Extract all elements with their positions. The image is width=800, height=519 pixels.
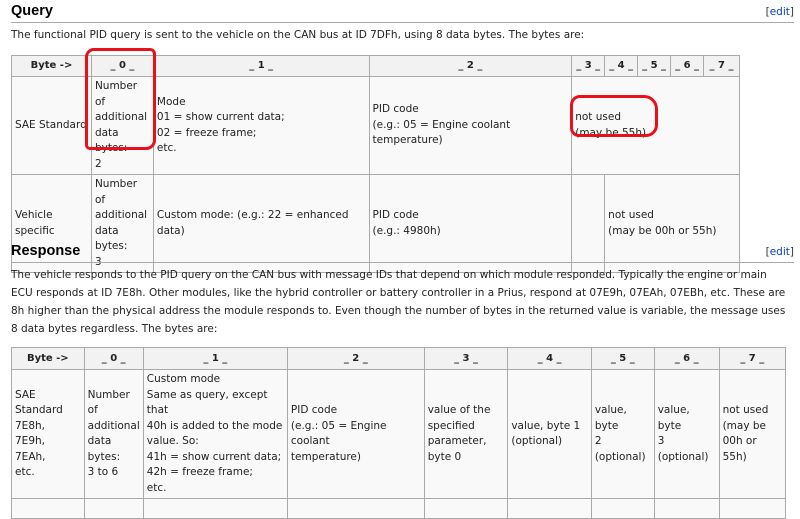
query-header-b7: _ 7 _ <box>704 56 740 77</box>
response-sae-b1: Custom mode Same as query, except that 40h is added to the mode value. So: 41h = show current data; 42h = freeze frame; etc. <box>143 370 287 499</box>
response-row-sae <box>12 370 786 499</box>
query-vendor-b1: Custom mode: (e.g.: 22 = enhanced data) <box>153 175 369 273</box>
response-sae-b6: value, byte 3 (optional) <box>654 370 719 499</box>
query-row-vendor <box>12 175 740 273</box>
response-sae-b5: value, byte 2 (optional) <box>591 370 654 499</box>
response-edit-link[interactable]: edit <box>769 246 790 258</box>
response-header-b4: _ 4 _ <box>508 348 591 370</box>
response-header-b1: _ 1 _ <box>143 348 287 370</box>
response-sae-b7: not used (may be 00h or 55h) <box>719 370 785 499</box>
response-sae-b2: PID code (e.g.: 05 = Engine coolant temperature) <box>287 370 424 499</box>
response-header-b0: _ 0 _ <box>84 348 143 370</box>
response-edit-link-wrap: [edit] <box>765 246 794 258</box>
query-vendor-label: Vehicle specific <box>12 175 92 273</box>
query-sae-b2: PID code (e.g.: 05 = Engine coolant temperature) <box>369 77 572 175</box>
query-header-b6: _ 6 _ <box>671 56 704 77</box>
response-header-row <box>12 348 786 370</box>
query-heading-rule <box>11 22 794 23</box>
response-sae-label: SAE Standard 7E8h, 7E9h, 7EAh, etc. <box>12 370 85 499</box>
query-vendor-b0: Number of additional data bytes: <box>91 175 153 273</box>
query-sae-b3-7: not used (may be 55h) <box>572 77 740 175</box>
query-vendor-b3-empty <box>572 175 605 273</box>
query-header-b3: _ 3 _ <box>572 56 605 77</box>
query-header-byte: Byte -> <box>12 56 92 77</box>
query-header-b4: _ 4 _ <box>605 56 638 77</box>
query-sae-b1: Mode 01 = show current data; 02 = freeze frame; etc. <box>153 77 369 175</box>
query-header-b1: _ 1 _ <box>153 56 369 77</box>
response-sae-b3: value of the specified parameter, byte 0 <box>424 370 508 499</box>
query-vendor-b4-7: not used (may be 00h or 55h) <box>605 175 740 273</box>
response-heading-rule <box>11 262 794 263</box>
response-table <box>11 347 786 519</box>
response-sae-b4: value, byte 1 (optional) <box>508 370 591 499</box>
query-header-row <box>12 56 740 77</box>
query-edit-link-wrap: [edit] <box>765 6 794 18</box>
query-row-sae <box>12 77 740 175</box>
query-header-b2: _ 2 _ <box>369 56 572 77</box>
response-header-b3: _ 3 _ <box>424 348 508 370</box>
query-header-b5: _ 5 _ <box>638 56 671 77</box>
response-sae-b0: Number of additional data bytes: 3 to 6 <box>84 370 143 499</box>
query-sae-label: SAE Standard <box>12 77 92 175</box>
response-header-b2: _ 2 _ <box>287 348 424 370</box>
query-vendor-b2: PID code (e.g.: 4980h) <box>369 175 572 273</box>
response-heading: Response <box>11 243 81 259</box>
query-header-b0: _ 0 _ <box>91 56 153 77</box>
query-sae-b0: Number of additional data bytes: 2 <box>91 77 153 175</box>
response-intro: The vehicle responds to the PID query on the CAN bus with message IDs that depend on which module responded. Typically the engine or main ECU responds at ID 7E8h. Other modules, like the hybrid controller or battery controller in a Prius, respond at 07E9h, 07EAh, 07EBh, etc. These are 8h higher than the physical address the module responds to. Even though the number of bytes in the returned value is variable, the message uses 8 data bytes regardless. The bytes are: <box>11 269 786 335</box>
response-row-next <box>12 499 786 519</box>
query-table <box>11 55 740 273</box>
response-header-b6: _ 6 _ <box>654 348 719 370</box>
query-edit-link[interactable]: edit <box>769 6 790 18</box>
query-intro: The functional PID query is sent to the vehicle on the CAN bus at ID 7DFh, using 8 data bytes. The bytes are: <box>11 29 585 41</box>
response-header-byte: Byte -> <box>12 348 85 370</box>
query-heading: Query <box>11 3 53 19</box>
response-header-b7: _ 7 _ <box>719 348 785 370</box>
response-header-b5: _ 5 _ <box>591 348 654 370</box>
